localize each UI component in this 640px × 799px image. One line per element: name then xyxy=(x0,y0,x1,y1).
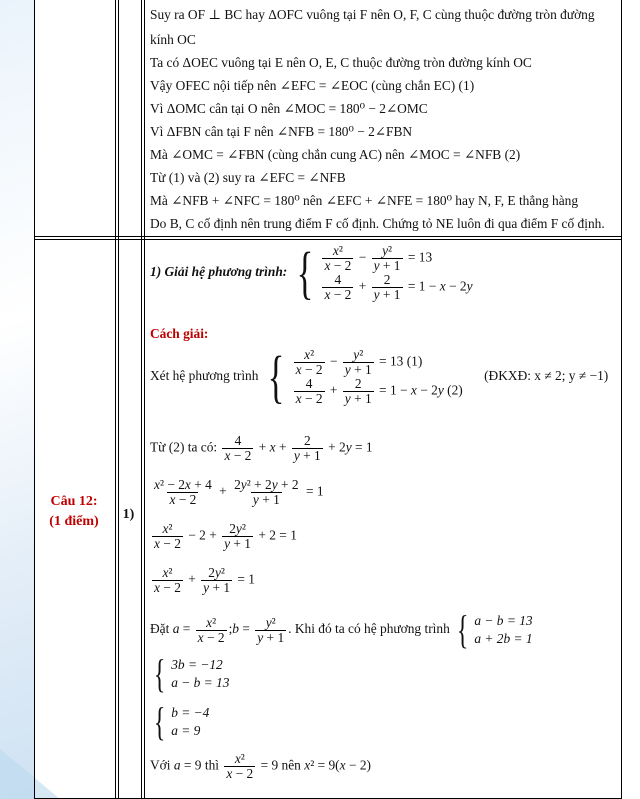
step-text: Từ (2) ta có: xyxy=(150,439,218,455)
proof-line: Ta có ΔOEC vuông tại E nên O, E, C thuộc đường tròn đường kính OC xyxy=(150,55,532,70)
with-prefix: Với xyxy=(150,757,171,773)
problem-statement xyxy=(150,240,473,305)
set-prefix: Đặt xyxy=(150,621,170,637)
system-row: a = 9 xyxy=(171,723,201,738)
proof-line: Mà ∠OMC = ∠FBN (cùng chắn cung AC) nên ∠MOC = ∠NFB (2) xyxy=(150,147,521,162)
equation-system: { 3b = −12 a − b = 13 xyxy=(153,651,230,696)
question-points: (1 điểm) xyxy=(49,514,99,529)
equation-system: { a − b = 13 a + 2b = 1 xyxy=(456,607,533,652)
proof-line: kính OC xyxy=(150,32,196,47)
proof-line: Vì ΔFBN cân tại F nên ∠NFB = 180⁰ − 2∠FBN xyxy=(150,124,413,139)
domain-condition: (ĐKXĐ: x ≠ 2; y ≠ −1) xyxy=(484,368,609,384)
with-mid: thì xyxy=(204,757,219,773)
proof-line: Vì ΔOMC cân tại O nên ∠MOC = 180⁰ − 2∠OMC xyxy=(150,101,428,116)
step-equation: $\frac{\text{x²}}{x - 2}$ + $\frac{\text{2y²}}{y + 1}$ = 1 xyxy=(154,565,256,595)
system-row: b = −4 xyxy=(171,705,210,720)
system-row: a − b = 13 xyxy=(474,613,533,628)
proof-line: Từ (1) và (2) suy ra ∠EFC = ∠NFB xyxy=(150,170,346,185)
equation-system: { $\frac{\text{x²}}{x - 2}$ − $\frac{\text{y²}}{y + 1}$ = 13 (1) $\frac{4}{x - 2}$ + $\frac{2}{y + 1}$ = 1 − x − 2y (2) xyxy=(267,344,463,409)
question-label xyxy=(34,492,114,532)
row-divider xyxy=(35,236,621,237)
system-row: 3b = −12 xyxy=(171,657,223,672)
equation-system: { $\frac{\text{x²}}{x - 2}$ − $\frac{\text{y²}}{y + 1}$ = 13 $\frac{4}{x - 2}$ + $\frac{2}{y + 1}$ = 1 − x − 2y xyxy=(296,240,473,305)
row-divider xyxy=(35,239,621,240)
proof-line: Mà ∠NFB + ∠NFC = 180⁰ nên ∠EFC + ∠NFE = 180⁰ hay N, F, E thẳng hàng xyxy=(150,193,579,208)
method-heading: Cách giải: xyxy=(150,326,209,341)
part-label: 1) xyxy=(122,507,135,522)
column-divider xyxy=(144,0,145,799)
with-then: nên xyxy=(281,757,301,773)
proof-line: Do B, C cố định nên trung điểm F cố định. Chứng tỏ NE luôn đi qua điểm F cố định. xyxy=(150,216,605,231)
column-divider xyxy=(118,0,119,799)
consider-system xyxy=(150,344,609,409)
system-row: a + 2b = 1 xyxy=(474,631,533,646)
problem-heading: 1) Giải hệ phương trình: xyxy=(150,264,288,280)
proof-line: Suy ra OF ⊥ BC hay ΔOFC vuông tại F nên O, F, C cùng thuộc đường tròn đường xyxy=(150,7,595,22)
set-suffix: . Khi đó ta có hệ phương trình xyxy=(288,621,450,637)
system-row: a − b = 13 xyxy=(171,675,230,690)
equation-system: { b = −4 a = 9 xyxy=(153,699,210,744)
step-equation: $\frac{\text{x²}}{x - 2}$ − 2 + $\frac{\text{2y²}}{y + 1}$ + 2 = 1 xyxy=(154,521,297,551)
proof-line: Vậy OFEC nội tiếp nên ∠EFC = ∠EOC (cùng chắn EC) (1) xyxy=(150,78,475,93)
step-equation: $\frac{\text{x² − 2x + 4}}{x - 2}$ + $\frac{\text{2y² + 2y + 2}}{y + 1}$ = 1 xyxy=(154,477,324,507)
final-step: Với a = 9 thì $\frac{\text{x²}}{x - 2}$ = 9 nên x² = 9(x − 2) xyxy=(150,751,371,781)
step-from-2: Từ (2) ta có: $\frac{4}{x - 2}$ + x + $\frac{2}{y + 1}$ + 2y = 1 xyxy=(150,433,373,463)
consider-text: Xét hệ phương trình xyxy=(150,368,259,384)
substitution-step: Đặt a = $\frac{\text{x²}}{x - 2}$ ;b = $\frac{\text{y²}}{y + 1}$ . Khi đó ta có hệ phương trình { a − b = 13 a + 2b = 1 xyxy=(150,607,533,652)
column-divider xyxy=(141,0,142,799)
decorative-left-band xyxy=(0,0,34,799)
question-number: Câu 12: xyxy=(50,494,98,509)
column-divider xyxy=(115,0,116,799)
